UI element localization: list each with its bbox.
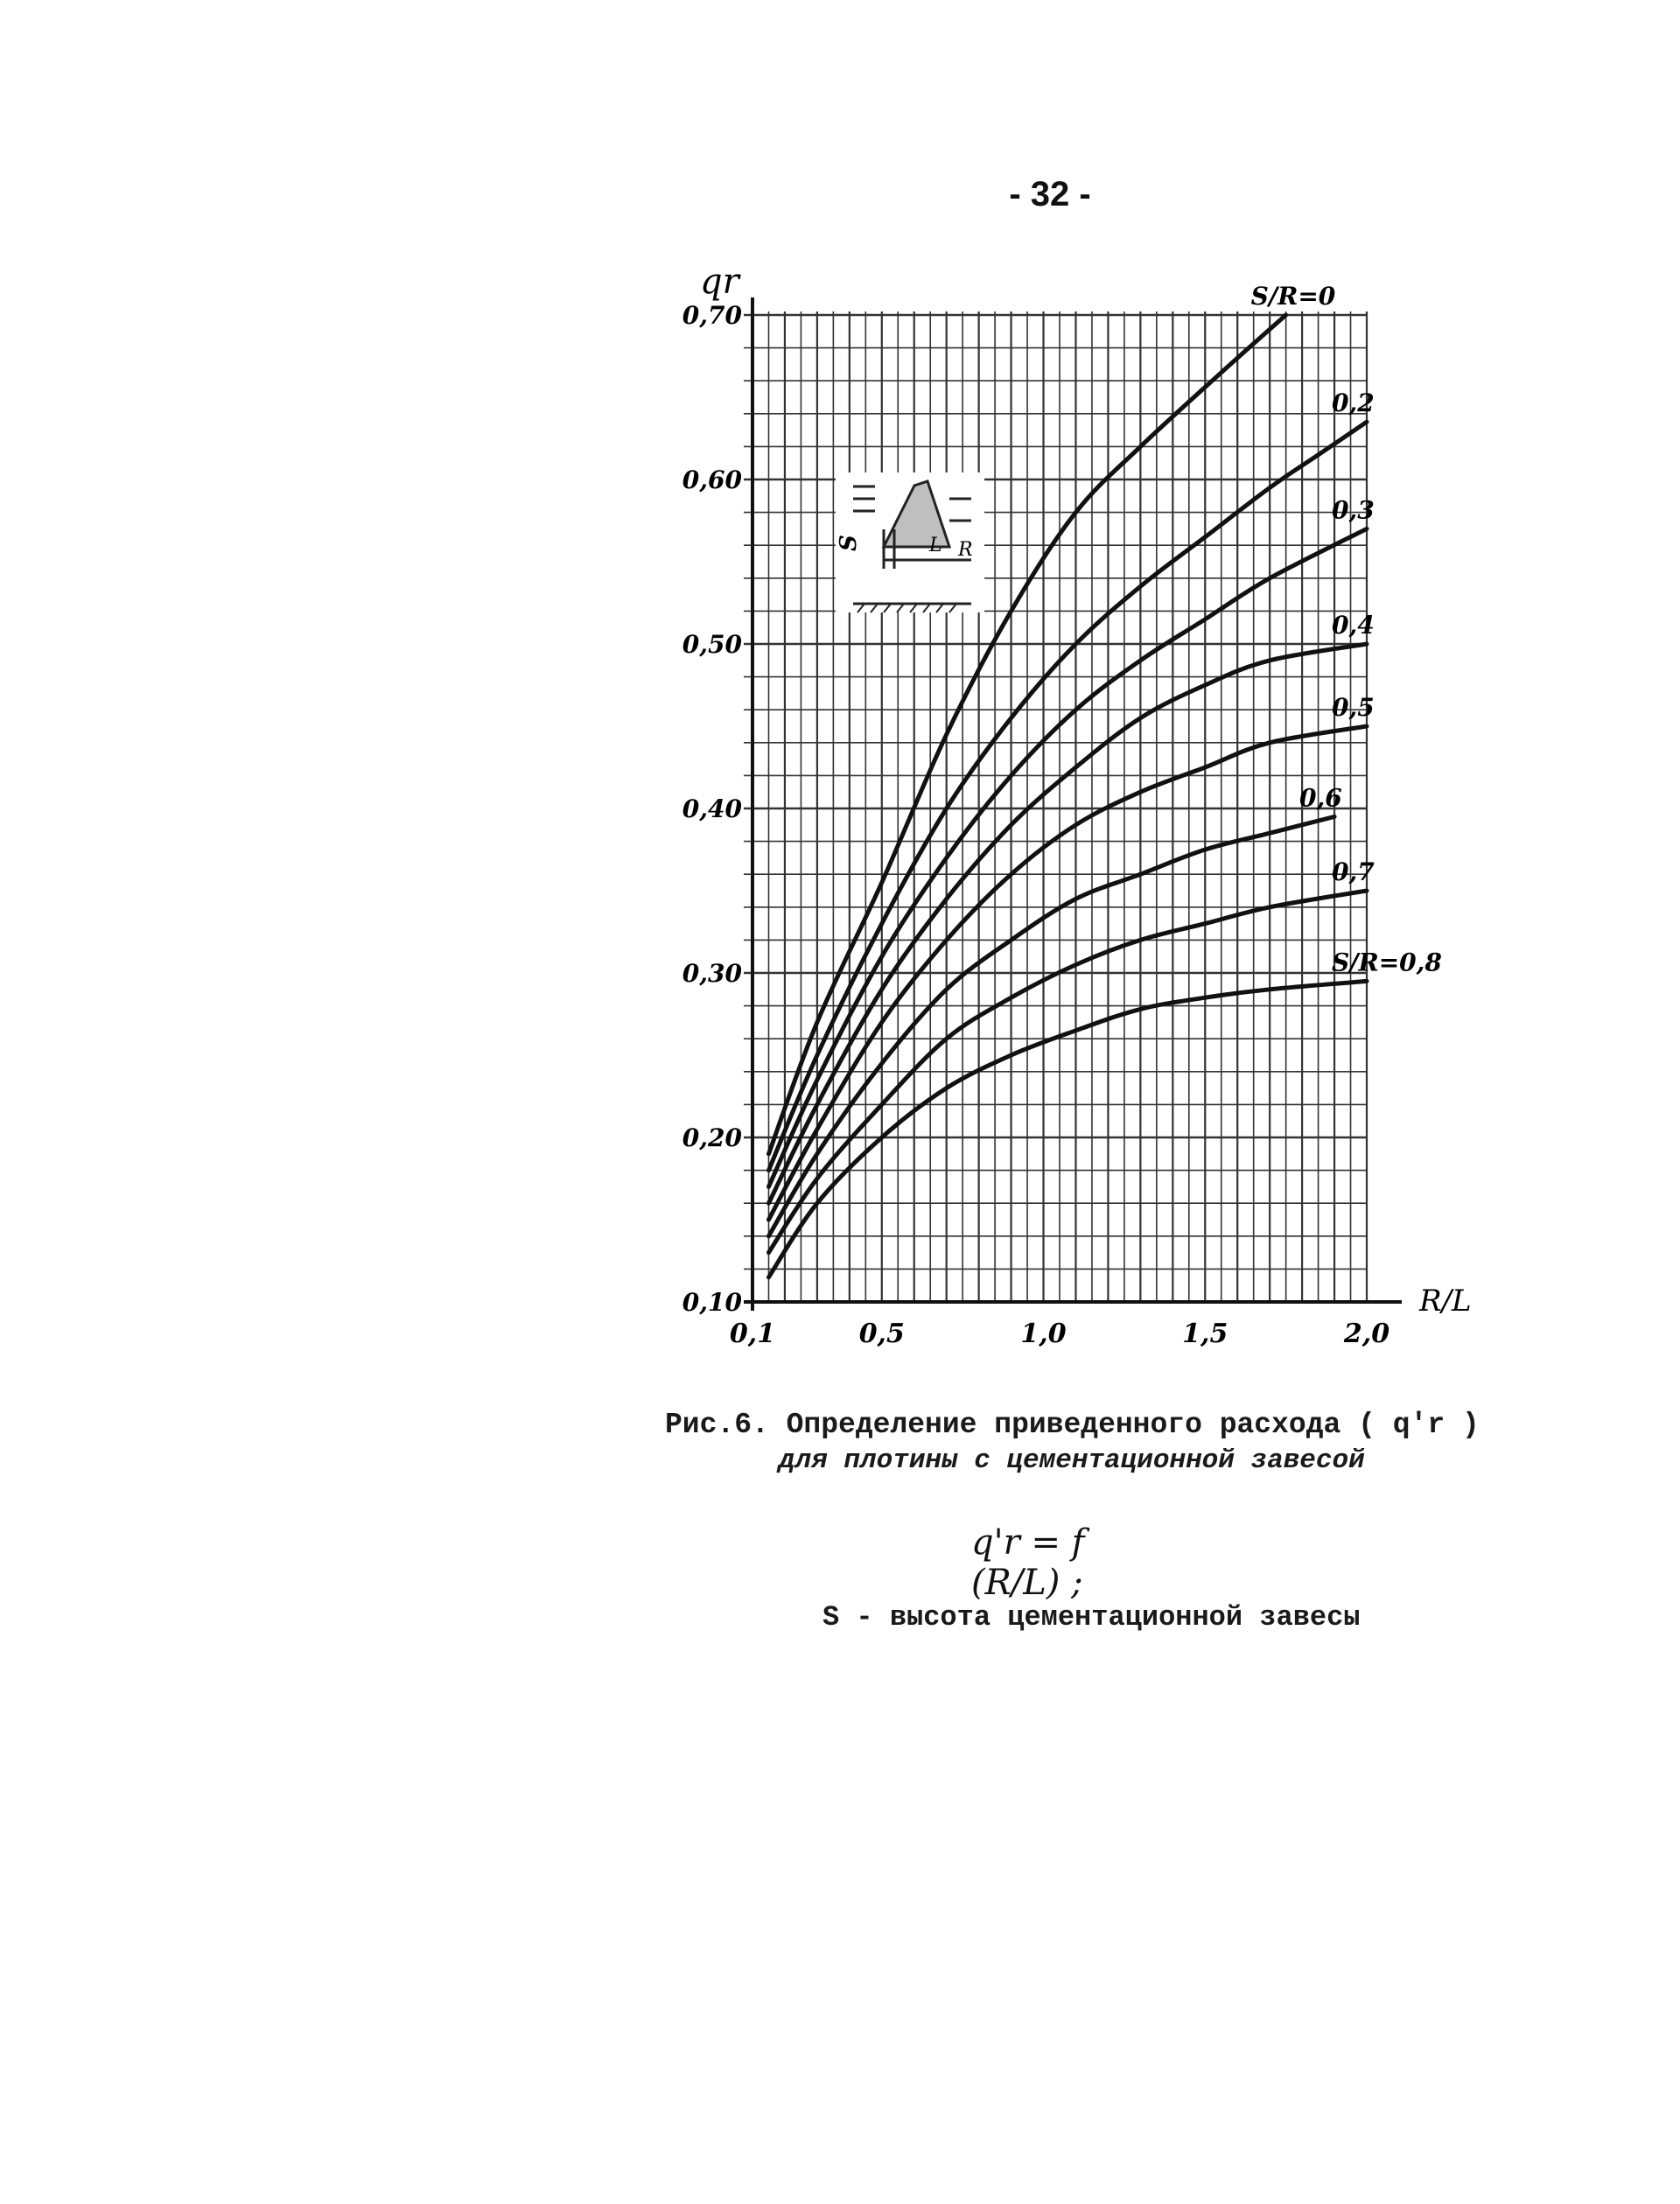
x-tick-label: 0,1 [729, 1319, 776, 1349]
series-label: 0,7 [1332, 857, 1375, 886]
series-label: 0,4 [1332, 611, 1375, 640]
series-label: 0,6 [1299, 783, 1342, 813]
x-axis-title: R/L [1419, 1284, 1472, 1319]
figure-caption-line-2: для плотины с цементационной завесой [779, 1445, 1365, 1476]
y-tick-label: 0,60 [682, 465, 742, 494]
y-tick-label: 0,20 [682, 1123, 742, 1152]
y-tick-label: 0,50 [682, 630, 742, 659]
series-label: 0,3 [1332, 495, 1375, 525]
x-tick-label: 0,5 [858, 1319, 905, 1349]
series-label: 0,2 [1332, 388, 1375, 418]
x-tick-label: 1,5 [1182, 1319, 1228, 1349]
x-tick-label: 2,0 [1343, 1319, 1390, 1349]
svg-text:R: R [958, 539, 973, 561]
y-tick-label: 0,40 [682, 794, 742, 823]
x-tick-label: 1,0 [1020, 1319, 1067, 1349]
chart-series [769, 315, 1368, 1277]
figure-caption-line-3: S - высота цементационной завесы [822, 1601, 1361, 1634]
figure-caption-line-1: Рис.6. Определение приведенного расхода ( q'r ) [665, 1409, 1480, 1441]
series-line [769, 816, 1335, 1235]
svg-text:S: S [836, 535, 862, 551]
series-label: 0,5 [1332, 693, 1375, 722]
svg-text:L: L [929, 535, 942, 556]
series-label: S/R=0,8 [1332, 948, 1442, 977]
y-tick-label: 0,70 [682, 301, 742, 330]
figure-formula: q'r = f (R/L) ; [971, 1522, 1085, 1603]
series-line [769, 644, 1368, 1203]
series-line [769, 528, 1368, 1186]
y-axis-title: qr [700, 262, 739, 302]
dam-inset-diagram [836, 472, 984, 612]
series-label: S/R=0 [1250, 282, 1336, 311]
y-tick-label: 0,30 [682, 959, 742, 988]
page-number: - 32 - [1009, 175, 1091, 213]
y-tick-label: 0,10 [682, 1288, 742, 1317]
